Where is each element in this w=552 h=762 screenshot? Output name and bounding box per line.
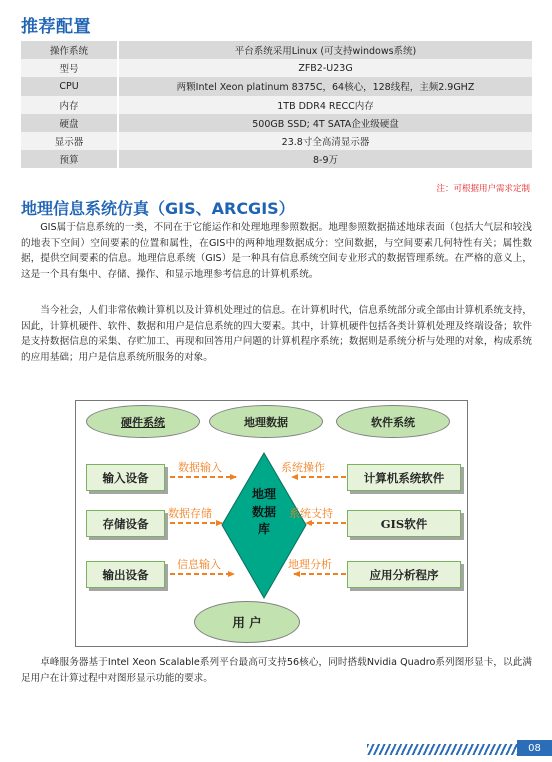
spec-value: 8-9万 [118,150,532,168]
ellipse-label: 用 户 [232,615,262,630]
spec-key: 硬盘 [21,114,118,132]
ellipse-user [194,601,300,643]
ellipse-label: 软件系统 [371,415,415,429]
table-row [21,114,532,132]
box-input-device: 输入设备 [86,464,165,491]
box-output-device: 输出设备 [86,561,165,588]
section-title-gis: 地理信息系统仿真（GIS、ARCGIS） [21,199,295,218]
section-title-recommended-config: 推荐配置 [21,17,91,37]
spec-value: 平台系统采用Linux (可支持windows系统) [118,41,532,59]
box-storage-device: 存储设备 [86,510,165,537]
spec-key: 型号 [21,59,118,77]
table-row [21,41,532,59]
spec-value: 1TB DDR4 RECC内存 [118,96,532,114]
spec-value: 500GB SSD; 4T SATA企业级硬盘 [118,114,532,132]
page-number: 08 [517,740,552,756]
label-geo-analysis: 地理分析 [288,558,332,571]
box-gis-software: GIS软件 [347,510,461,537]
server-description-paragraph: 卓峰服务器基于Intel Xeon Scalable系列平台最高可支持56核心，同时搭载Nvidia Quadro系列图形显卡，以此满足用户在计算过程中对图形显示功能的要求。 [21,657,532,684]
ellipse-label: 地理数据 [244,415,288,429]
geodatabase-label: 地理数据库 [252,487,277,536]
ellipse-software-system [336,405,450,438]
label-info-input: 信息输入 [177,558,221,571]
spec-key: CPU [21,77,118,95]
footer-stripes [367,744,517,755]
label-data-storage: 数据存储 [168,507,212,520]
table-row [21,96,532,114]
label-system-operation: 系统操作 [281,461,325,474]
spec-value: 23.8寸全高清显示器 [118,132,532,150]
gis-diagram [75,400,468,647]
spec-key: 预算 [21,150,118,168]
spec-key: 内存 [21,96,118,114]
spec-value: ZFB2-U23G [118,59,532,77]
box-computer-system-software: 计算机系统软件 [347,464,461,491]
table-row [21,77,532,95]
table-row [21,59,532,77]
label-system-support: 系统支持 [289,507,333,520]
ellipse-geo-data [209,405,323,438]
box-application-analysis: 应用分析程序 [347,561,461,588]
table-row [21,132,532,150]
ellipse-label: 硬件系统 [121,415,165,429]
customization-note: 注：可根据用户需求定制 [436,184,530,194]
spec-key: 操作系统 [21,41,118,59]
spec-value: 两颗Intel Xeon platinum 8375C，64核心，128线程，主频2.9GHZ [118,77,532,95]
gis-intro-paragraph: GIS属于信息系统的一类，不同在于它能运作和处理地理参照数据。地理参照数据描述地球表面（包括大气层和较浅的地表下空间）空间要素的位置和属性，在GIS中的两种地理数据成分：空间数据，与空间要素几何特性有关；属性数据，提供空间要素的信息。地理信息系统（GIS）是一种具有信息系统空间专业形式的数据管理系统。在严格的意义上，这是一个具有集中、存储、操作、和显示地理参考信息的计算机系统。 [21,222,532,280]
computer-age-paragraph: 当今社会，人们非常依赖计算机以及计算机处理过的信息。在计算机时代，信息系统部分或全部由计算机系统支持，因此，计算机硬件、软件、数据和用户是信息系统的四大要素。其中，计算机硬件包括各类计算机处理及终端设备；软件是支持数据信息的采集、存贮加工、再现和回答用户问题的计算机程序系统；数据则是系统分析与处理的对象，构成系统的应用基础；用户是信息系统所服务的对象。 [21,305,532,363]
ellipse-hardware-system [86,405,200,438]
spec-key: 显示器 [21,132,118,150]
table-row [21,150,532,168]
label-data-input: 数据输入 [178,461,222,474]
spec-table [21,41,532,168]
